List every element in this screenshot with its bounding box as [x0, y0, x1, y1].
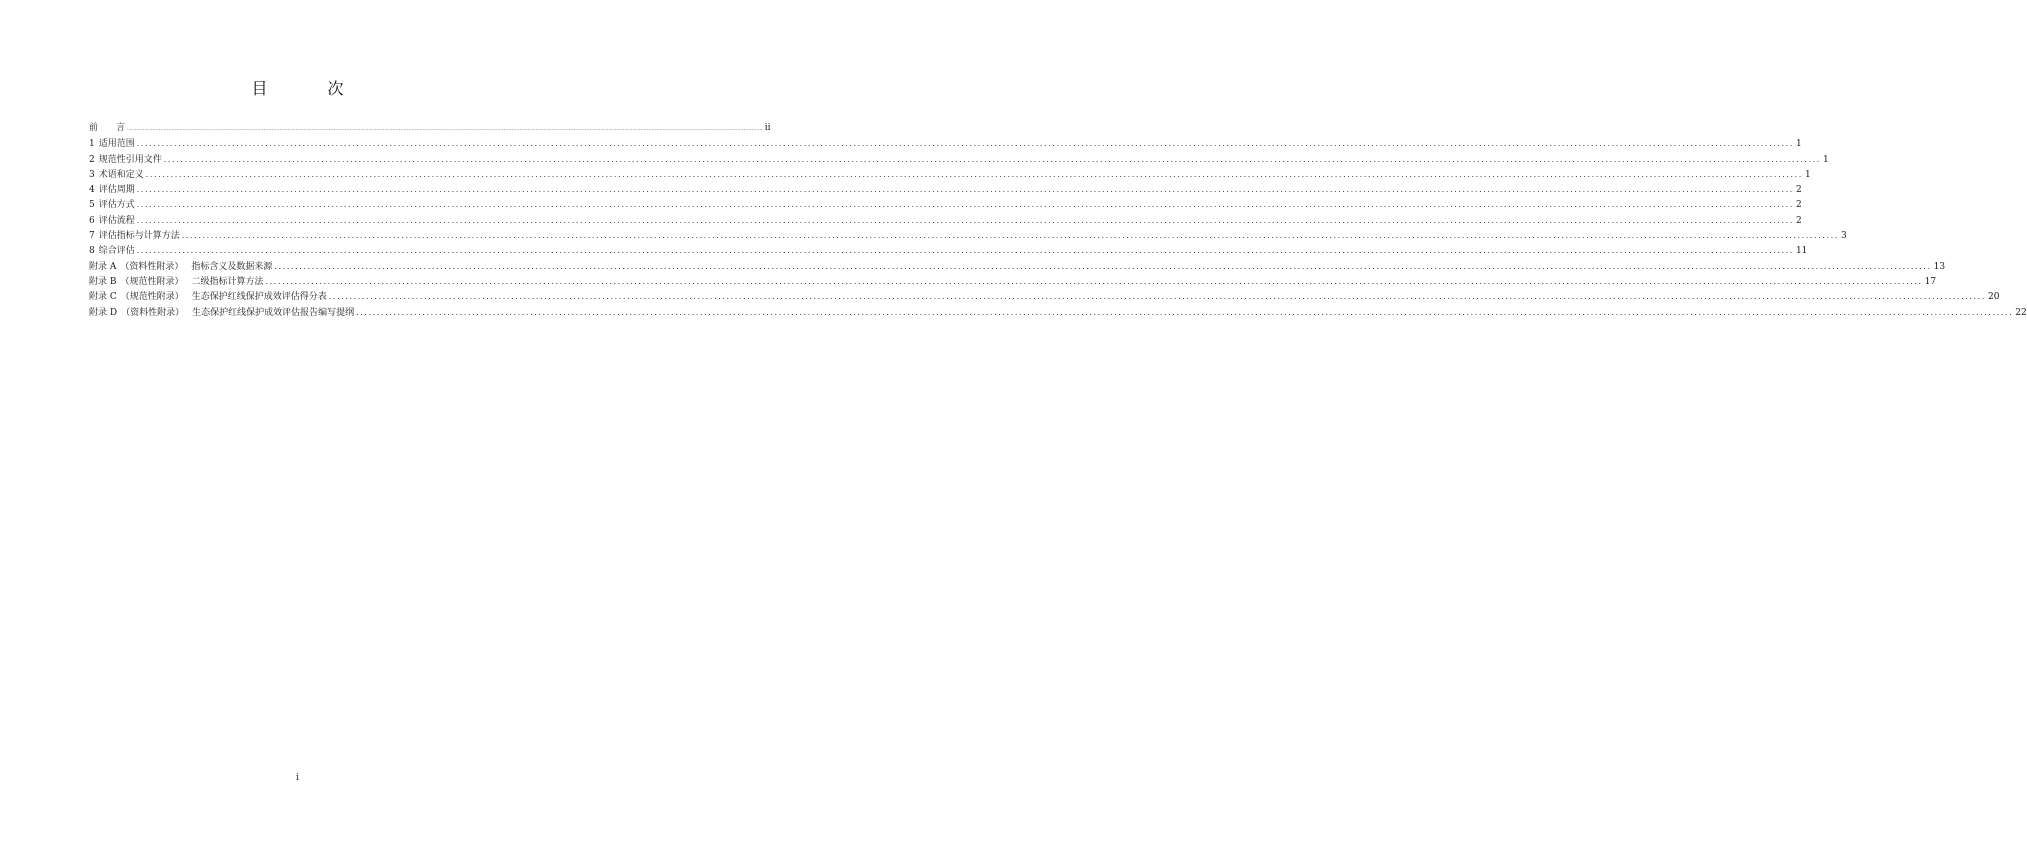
toc-entry-title: 生态保护红线保护成效评估报告编写提纲 — [192, 307, 355, 318]
toc-entry-number: 7 — [89, 231, 95, 242]
toc-entry-title: 术语和定义 — [98, 169, 144, 180]
toc-entry-number: 1 — [89, 139, 95, 150]
toc-entry-page: 2 — [1795, 200, 1802, 211]
toc-entry-number: 4 — [89, 185, 95, 196]
toc-entry-title: 前 言 — [89, 123, 126, 133]
toc-entry-label — [89, 244, 135, 259]
toc-entry-number: 3 — [89, 169, 95, 180]
toc-entry-page: 22 — [2015, 307, 2027, 318]
toc-entry-label — [89, 229, 180, 244]
toc-entry-number: 8 — [89, 246, 95, 257]
toc-entry-title: 评估指标与计算方法 — [98, 231, 180, 242]
toc-entry-page: 1 — [1822, 154, 1829, 165]
toc-entry-label — [89, 306, 354, 321]
page-number: i — [296, 773, 299, 783]
toc-entry-appendix-type: （资料性附录） — [120, 261, 184, 272]
toc-entry-label — [89, 183, 135, 198]
toc-dot-leader: ................................................................................................................................................................................................................................................................................................................................................................................................................ — [136, 246, 1794, 256]
toc-entry-title: 评估周期 — [98, 185, 135, 196]
toc-entry-page: 3 — [1840, 231, 1847, 242]
toc-entry-label — [89, 290, 327, 305]
toc-entry-label — [89, 260, 272, 275]
toc-entry-number: 附录 A — [89, 261, 117, 272]
toc-dot-leader: ................................................................................................................................................................................................................................................................................................................................................................................................................ — [356, 307, 2014, 317]
toc-entry-page: 2 — [1795, 215, 1802, 226]
toc-entry-appendix-type: （资料性附录） — [121, 307, 185, 318]
toc-entry-page: ii — [764, 123, 771, 133]
toc-entry-label — [89, 214, 135, 229]
toc-entry[interactable] — [89, 121, 771, 136]
toc-entry-title: 综合评估 — [98, 246, 135, 257]
toc-dot-leader: ................................................................................................................................................................................................................................................................................................................................................................................................................ — [127, 126, 763, 132]
toc-entry[interactable] — [89, 152, 1829, 167]
toc-dot-leader: ................................................................................................................................................................................................................................................................................................................................................................................................................ — [163, 154, 1821, 164]
toc-dot-leader: ................................................................................................................................................................................................................................................................................................................................................................................................................ — [181, 231, 1839, 241]
toc-entry[interactable] — [89, 289, 2000, 304]
toc-entry-number: 附录 B — [89, 276, 117, 287]
toc-dot-leader: ................................................................................................................................................................................................................................................................................................................................................................................................................ — [265, 276, 1923, 286]
toc-entry[interactable] — [89, 259, 1946, 274]
toc-entry-title: 评估流程 — [98, 215, 135, 226]
toc-entry-title: 评估方式 — [98, 200, 135, 211]
toc-entry-number: 附录 C — [89, 292, 117, 303]
toc-entry[interactable] — [89, 136, 1802, 151]
toc-entry-label — [89, 137, 135, 152]
toc-dot-leader: ................................................................................................................................................................................................................................................................................................................................................................................................................ — [136, 200, 1794, 210]
toc-dot-leader: ................................................................................................................................................................................................................................................................................................................................................................................................................ — [136, 139, 1794, 149]
toc-entry-number: 附录 D — [89, 307, 118, 318]
toc-entry-page: 2 — [1795, 185, 1802, 196]
toc-entry-page: 11 — [1795, 246, 1808, 257]
toc-entry[interactable] — [89, 274, 1937, 289]
toc-entry-number: 2 — [89, 154, 95, 165]
toc-entry[interactable] — [89, 228, 1847, 243]
toc-entry[interactable] — [89, 182, 1802, 197]
toc-dot-leader: ................................................................................................................................................................................................................................................................................................................................................................................................................ — [328, 292, 1986, 302]
toc-entry-page: 20 — [1987, 292, 2000, 303]
toc-entry-label — [89, 198, 135, 213]
toc-entry-title: 二级指标计算方法 — [191, 276, 264, 287]
toc-entry-page: 1 — [1795, 139, 1802, 150]
toc-entry[interactable] — [89, 213, 1802, 228]
toc-entry[interactable] — [89, 243, 1808, 258]
toc-dot-leader: ................................................................................................................................................................................................................................................................................................................................................................................................................ — [145, 169, 1803, 179]
toc-entry-title: 规范性引用文件 — [98, 154, 162, 165]
toc-entry-label — [89, 168, 144, 183]
toc-dot-leader: ................................................................................................................................................................................................................................................................................................................................................................................................................ — [274, 261, 1932, 271]
toc-entry-page: 1 — [1804, 169, 1811, 180]
toc-entry-page: 17 — [1924, 276, 1937, 287]
toc-entry-title: 适用范围 — [98, 139, 135, 150]
page-title: 目 次 — [251, 79, 366, 98]
toc-entry-page: 13 — [1933, 261, 1946, 272]
toc-entry[interactable] — [89, 197, 1802, 212]
toc-entry-appendix-type: （规范性附录） — [120, 276, 184, 287]
toc-entry-appendix-type: （规范性附录） — [120, 292, 184, 303]
toc-entry-label — [89, 275, 264, 290]
toc-entry[interactable] — [89, 305, 2027, 320]
toc-dot-leader: ................................................................................................................................................................................................................................................................................................................................................................................................................ — [136, 215, 1794, 225]
toc-dot-leader: ................................................................................................................................................................................................................................................................................................................................................................................................................ — [136, 185, 1794, 195]
toc-entry-label — [89, 121, 125, 136]
toc-entry-number: 6 — [89, 215, 95, 226]
table-of-contents — [89, 121, 2027, 320]
toc-entry-label — [89, 153, 162, 168]
toc-entry[interactable] — [89, 167, 1811, 182]
toc-entry-number: 5 — [89, 200, 95, 211]
toc-entry-title: 指标含义及数据来源 — [191, 261, 273, 272]
toc-entry-title: 生态保护红线保护成效评估得分表 — [191, 292, 327, 303]
